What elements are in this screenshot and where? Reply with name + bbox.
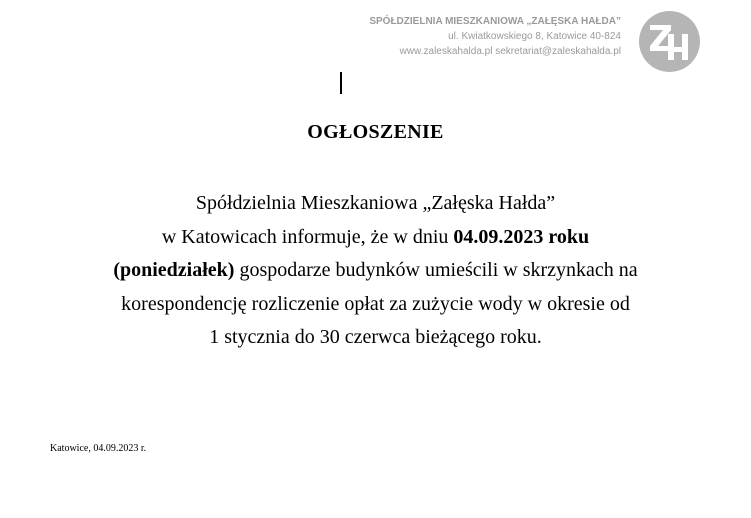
body-line-3 [30,254,721,288]
page-title: OGŁOSZENIE [307,121,444,143]
body-line-2 [30,221,721,255]
zh-logo [638,10,701,73]
announcement-date: 04.09.2023 roku [453,225,590,248]
footer-date: Katowice, 04.09.2023 r. [50,443,147,454]
announcement-weekday: (poniedziałek) [113,259,235,281]
body-line-3-text: gospodarze budynków umieścili w skrzynkach na [234,259,638,281]
announcement-body [30,187,721,355]
text-cursor [340,72,342,94]
letterhead [369,14,621,59]
organization-contact: www.zaleskahalda.pl sekretariat@zaleskahalda.pl [399,46,621,57]
body-line-5: 1 stycznia do 30 czerwca bieżącego roku. [209,326,542,348]
organization-name: SPÓŁDZIELNIA MIESZKANIOWA „ZAŁĘSKA HAŁDA” [369,16,621,27]
organization-address: ul. Kwiatkowskiego 8, Katowice 40-824 [448,31,621,42]
body-line-4: korespondencję rozliczenie opłat za zużycie wody w okresie od [121,292,630,315]
body-line-1: Spółdzielnia Mieszkaniowa „Załęska Hałda” [195,192,556,214]
body-line-2-text: w Katowicach informuje, że w dniu [161,225,454,248]
